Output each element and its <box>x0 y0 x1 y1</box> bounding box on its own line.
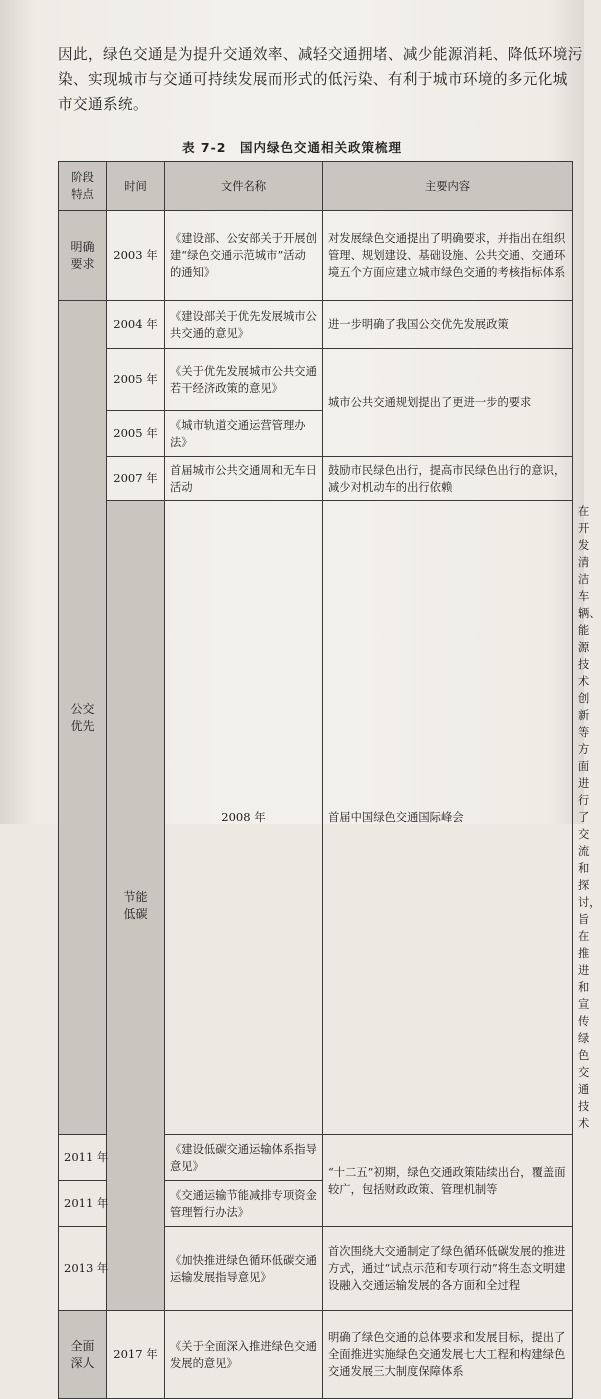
document-cell: 首届城市公共交通周和无车日活动 <box>165 457 323 501</box>
document-cell: 首届中国绿色交通国际峰会 <box>323 501 573 1135</box>
year-cell: 2005 年 <box>107 349 165 411</box>
year-cell: 2003 年 <box>107 211 165 301</box>
year-cell: 2011 年 <box>59 1135 107 1181</box>
content-cell: 明确了绿色交通的总体要求和发展目标，提出了全面推进实施绿色交通发展七大工程和构建绿色交通发展三大制度保障体系 <box>323 1311 573 1399</box>
table-header-row <box>59 162 573 211</box>
year-cell: 2008 年 <box>165 501 323 1135</box>
table-row <box>59 457 573 501</box>
table-row <box>59 301 573 349</box>
content-cell: 城市公共交通规划提出了更进一步的要求 <box>323 349 573 457</box>
content-cell: 首次围绕大交通制定了绿色循环低碳发展的推进方式，通过“试点示范和专项行动”将生态文明建设融入交通运输发展的各方面和全过程 <box>323 1227 573 1311</box>
content-cell: “十二五”初期，绿色交通政策陆续出台，覆盖面较广，包括财政政策、管理机制等 <box>323 1135 573 1227</box>
stage-cell: 全面 深人 <box>59 1311 107 1399</box>
document-cell: 《建设部关于优先发展城市公共交通的意见》 <box>165 301 323 349</box>
policy-table <box>58 161 601 1399</box>
stage-cell: 明确 要求 <box>59 211 107 301</box>
year-cell: 2004 年 <box>107 301 165 349</box>
header-document: 文件名称 <box>165 162 323 211</box>
document-cell: 《建设低碳交通运输体系指导意见》 <box>165 1135 323 1181</box>
year-cell: 2007 年 <box>107 457 165 501</box>
content-cell: 进一步明确了我国公交优先发展政策 <box>323 301 573 349</box>
header-content: 主要内容 <box>323 162 573 211</box>
table-row <box>59 1311 573 1399</box>
document-cell: 《关于全面深入推进绿色交通发展的意见》 <box>165 1311 323 1399</box>
intro-line: 因此，绿色交通是为提升交通效率、减轻交通拥堵、减少能源消耗、降低环境污 <box>58 46 583 63</box>
year-cell: 2017 年 <box>107 1311 165 1399</box>
table-row <box>59 349 573 411</box>
header-stage: 阶段 特点 <box>59 162 107 211</box>
table-caption: 表 7-2 国内绿色交通相关政策梳理 <box>182 140 402 155</box>
document-cell: 《交通运输节能减排专项资金管理暂行办法》 <box>165 1181 323 1227</box>
table-row: 节能 低碳 2008 年 首届中国绿色交通国际峰会 在开发清洁车辆、能源技术创新等方面进行了交流和探讨，旨在推进和宣传绿色交通技术 <box>59 501 573 1135</box>
stage-cell: 节能 低碳 <box>107 501 165 1311</box>
header-time: 时间 <box>107 162 165 211</box>
document-cell: 《建设部、公安部关于开展创建“绿色交通示范城市”活动的通知》 <box>165 211 323 301</box>
year-cell: 2011 年 <box>59 1181 107 1227</box>
year-cell: 2005 年 <box>107 411 165 457</box>
year-cell: 2013 年 <box>59 1227 107 1311</box>
stage-cell: 公交 优先 <box>59 301 107 1135</box>
content-cell: 鼓励市民绿色出行，提高市民绿色出行的意识，减少对机动车的出行依赖 <box>323 457 573 501</box>
document-cell: 《加快推进绿色循环低碳交通运输发展指导意见》 <box>165 1227 323 1311</box>
document-cell: 《关于优先发展城市公共交通若干经济政策的意见》 <box>165 349 323 411</box>
intro-line: 市交通系统。 <box>58 96 148 113</box>
intro-line: 染、实现城市与交通可持续发展而形式的低污染、有利于城市环境的多元化城 <box>58 71 568 88</box>
table-row <box>59 211 573 301</box>
document-cell: 《城市轨道交通运营管理办法》 <box>165 411 323 457</box>
intro-paragraph <box>58 42 583 117</box>
content-cell: 对发展绿色交通提出了明确要求，并指出在组织管理、规划建设、基础设施、公共交通、交通环境五个方面应建立城市绿色交通的考核指标体系 <box>323 211 573 301</box>
